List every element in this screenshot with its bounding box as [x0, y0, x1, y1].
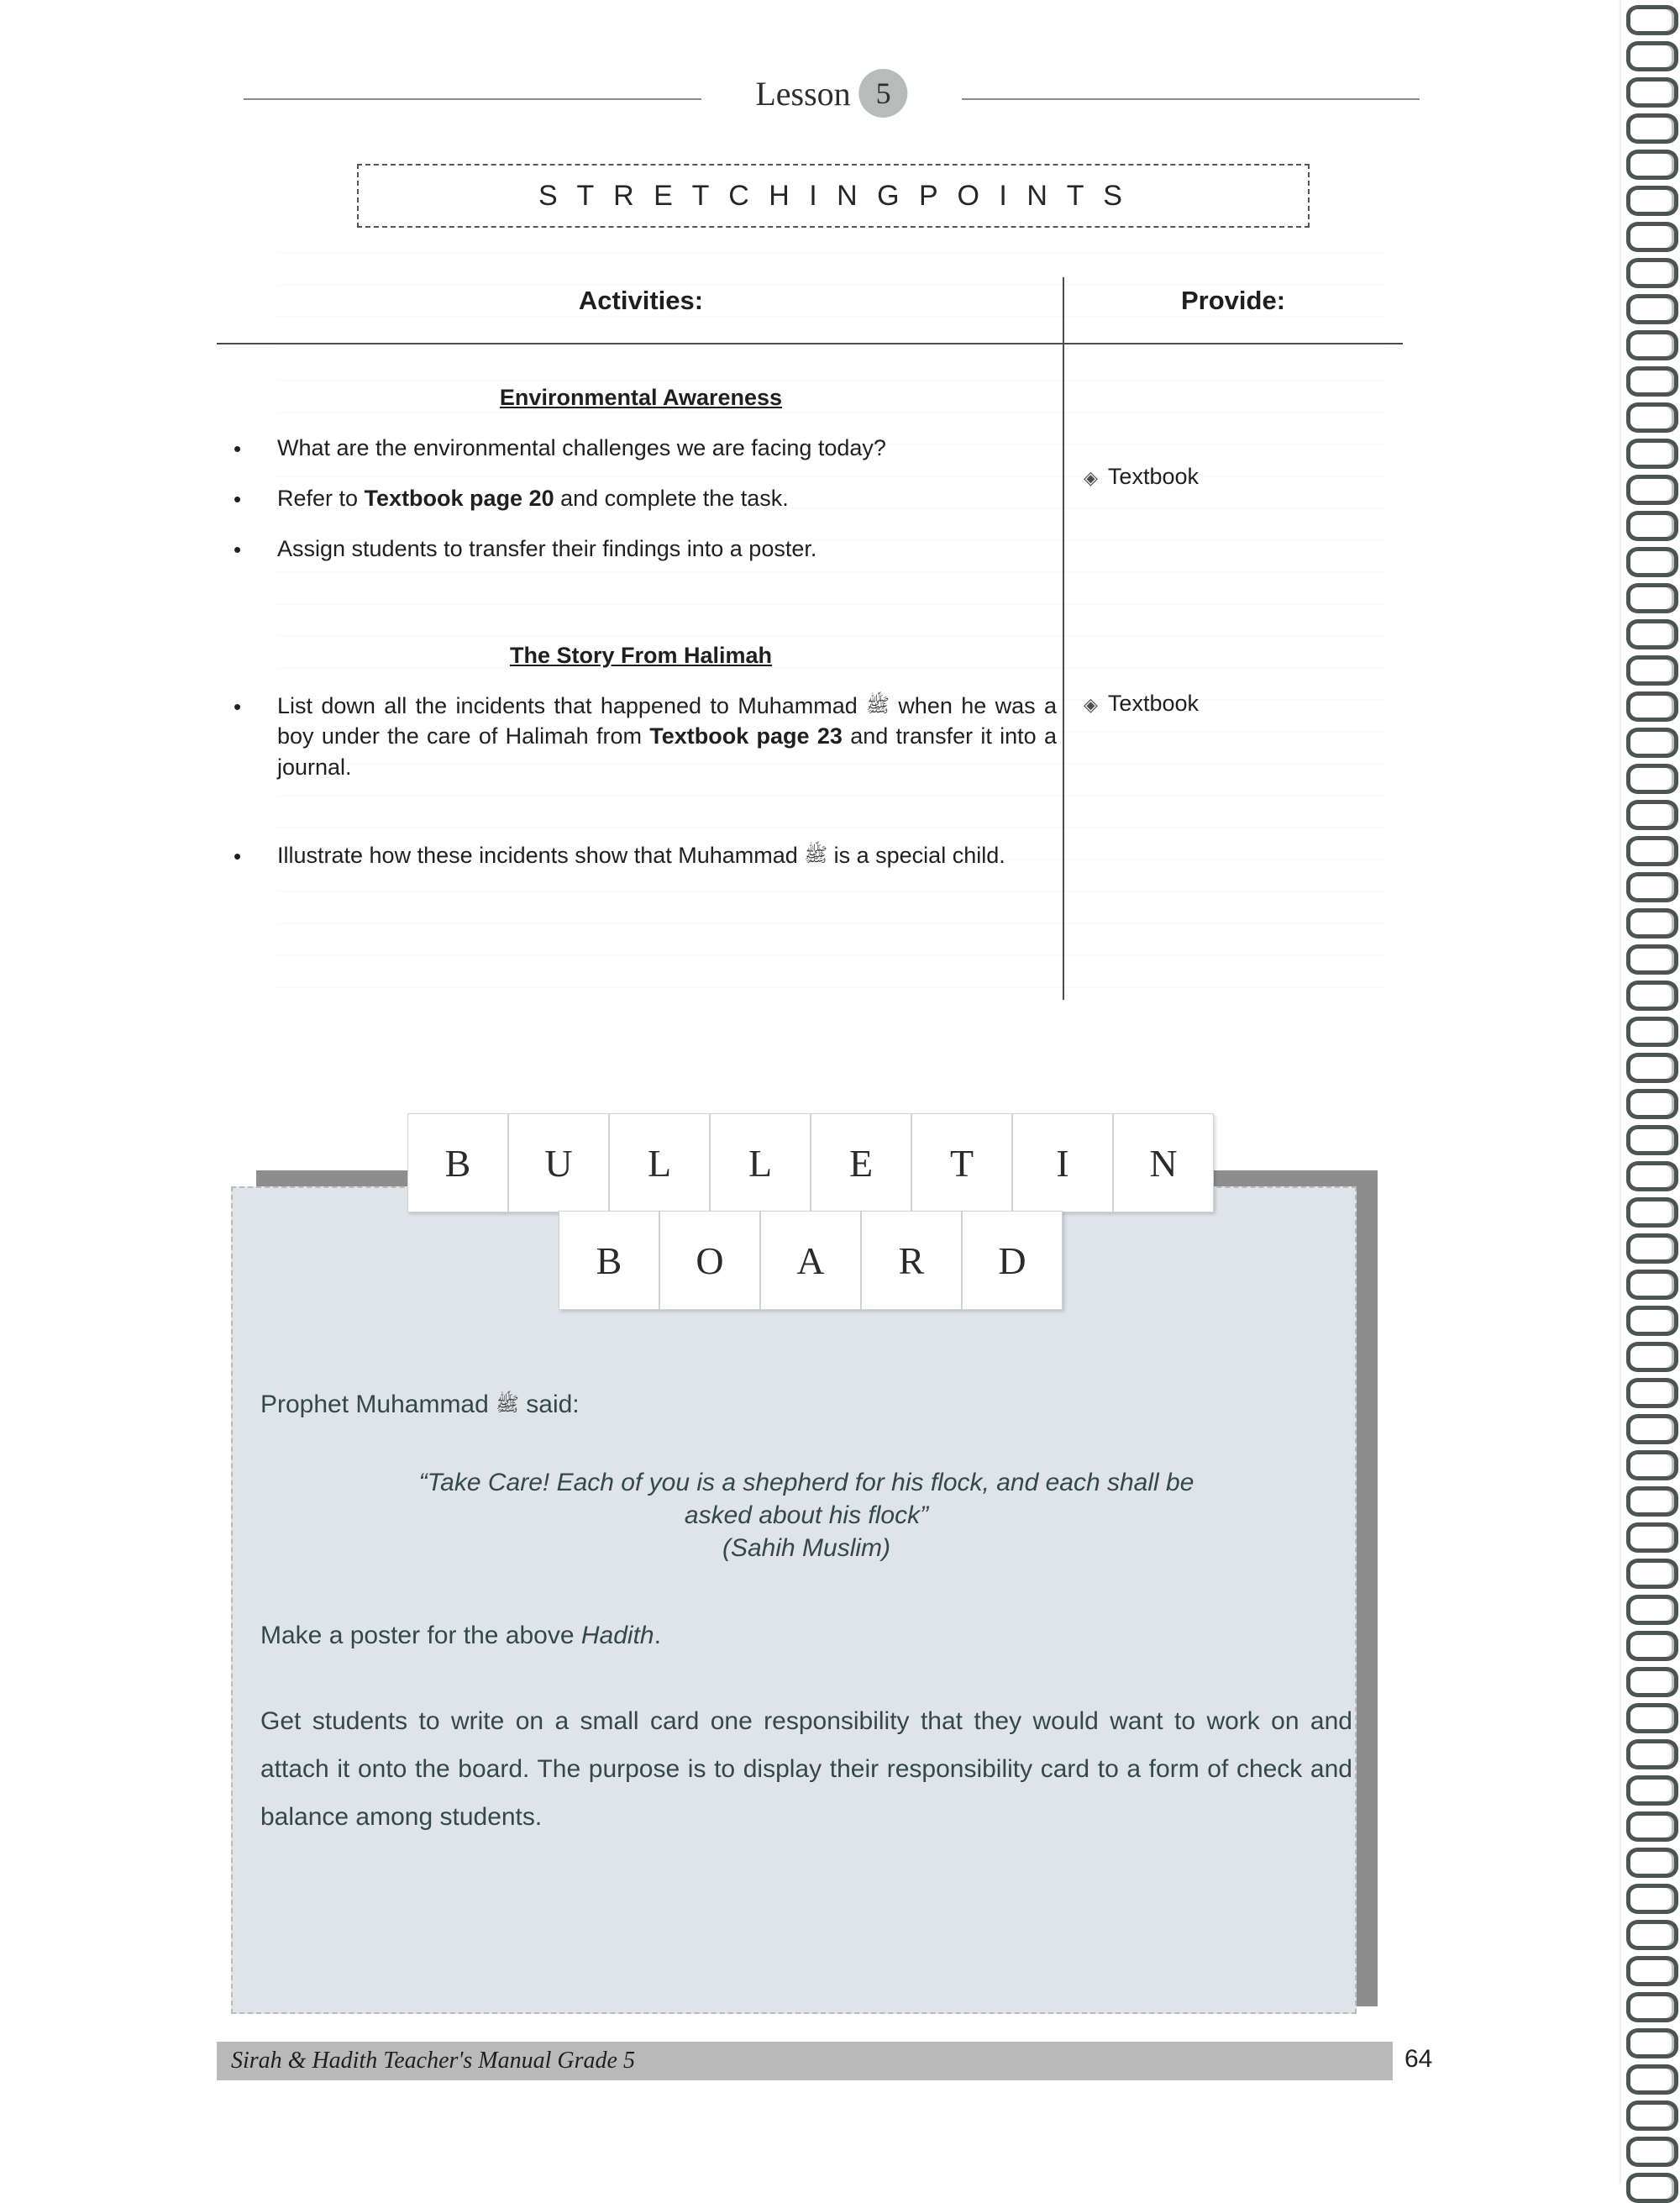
list-item	[217, 483, 1057, 513]
header-rule-left	[244, 98, 701, 100]
spiral-ring	[1626, 1631, 1678, 1661]
spiral-ring	[1626, 836, 1678, 866]
spiral-ring	[1626, 2173, 1678, 2203]
spiral-ring	[1626, 1920, 1678, 1950]
hadith-emphasis: Hadith	[580, 1622, 654, 1649]
lesson-label: Lesson	[755, 74, 851, 113]
spiral-ring	[1626, 1089, 1678, 1119]
stretching-points-banner	[357, 164, 1310, 228]
spiral-ring	[1626, 1197, 1678, 1228]
lesson-number-badge: 5	[859, 69, 908, 118]
spiral-ring	[1626, 1522, 1678, 1553]
spiral-ring	[1626, 908, 1678, 939]
spiral-ring	[1626, 2064, 1678, 2095]
bullet-icon: •	[234, 436, 242, 461]
spiral-ring	[1626, 1125, 1678, 1155]
list-item-text: What are the environmental challenges we are facing today?	[277, 435, 886, 460]
spiral-ring	[1626, 547, 1678, 577]
spiral-ring	[1626, 1884, 1678, 1914]
footer-title: Sirah & Hadith Teacher's Manual Grade 5	[231, 2048, 635, 2074]
stretching-points-title: S T R E T C H I N G P O I N T S	[538, 179, 1128, 212]
tile-letter: O	[659, 1211, 760, 1310]
spiral-ring	[1626, 402, 1678, 433]
spiral-ring	[1626, 150, 1678, 180]
quote-line-2: asked about his flock”	[684, 1501, 929, 1529]
bulletin-intro-text: Prophet Muhammad ﷺ said:	[260, 1391, 1352, 1422]
pbuh-glyph: ﷺ	[496, 1393, 519, 1415]
spiral-ring	[1626, 944, 1678, 975]
list-item-text: Assign students to transfer their findings into a poster.	[277, 536, 817, 561]
list-item	[217, 534, 1057, 564]
spiral-ring	[1626, 1306, 1678, 1336]
list-item	[217, 433, 1057, 463]
spiral-ring	[1626, 1414, 1678, 1444]
header-rule-right	[962, 98, 1420, 100]
spiral-ring	[1626, 1450, 1678, 1480]
spiral-ring	[1626, 2028, 1678, 2058]
spiral-ring	[1626, 764, 1678, 794]
instruction-2-text: Get students to write on a small card one responsibility that they would want to work on and attach it onto the board. The purpose is to display their responsibility card to a form of check and balance among students.	[260, 1707, 1352, 1831]
activities-table-header	[217, 286, 1401, 344]
spiral-ring	[1626, 1233, 1678, 1264]
tile-letter: R	[861, 1211, 962, 1310]
section-title-environmental-awareness: Environmental Awareness	[499, 385, 783, 410]
bullet-icon: •	[234, 694, 242, 719]
column-header-activities: Activities:	[578, 286, 704, 315]
bulletin-instruction-1	[260, 1622, 1352, 1650]
spiral-ring	[1626, 728, 1678, 758]
spiral-ring	[1626, 1775, 1678, 1806]
spiral-ring	[1626, 1017, 1678, 1047]
spiral-ring	[1626, 2137, 1678, 2167]
tile-letter: T	[911, 1113, 1012, 1212]
spiral-ring	[1626, 1270, 1678, 1300]
list-item-text: Illustrate how these incidents show that Muhammad ﷺ is a special child.	[277, 843, 1005, 868]
tile-letter: L	[710, 1113, 811, 1212]
quote-line-1: “Take Care! Each of you is a shepherd for his flock, and each shall be	[418, 1469, 1194, 1496]
provide-item-label: Textbook	[1107, 691, 1199, 716]
spiral-ring	[1626, 1486, 1678, 1517]
pbuh-glyph: ﷺ	[804, 844, 828, 865]
spiral-ring	[1626, 1161, 1678, 1191]
spiral-ring	[1626, 1992, 1678, 2022]
tile-letter: I	[1012, 1113, 1113, 1212]
list-item	[217, 840, 1057, 870]
spiral-ring	[1626, 1667, 1678, 1697]
column-header-provide: Provide:	[1180, 286, 1286, 315]
quote-source: (Sahih Muslim)	[722, 1534, 891, 1562]
provide-item-textbook-1	[1084, 464, 1199, 490]
instruction-1-text: Make a poster for the above Hadith.	[260, 1622, 661, 1649]
spiral-ring	[1626, 1342, 1678, 1372]
pbuh-glyph: ﷺ	[866, 694, 890, 716]
spiral-ring	[1626, 800, 1678, 830]
spiral-ring	[1626, 330, 1678, 360]
tile-letter: B	[559, 1211, 659, 1310]
spiral-ring	[1626, 619, 1678, 649]
spiral-ring	[1626, 872, 1678, 902]
list-item	[217, 691, 1057, 782]
bullet-icon: •	[234, 486, 242, 512]
spiral-ring	[1626, 655, 1678, 686]
spiral-ring	[1626, 439, 1678, 469]
lesson-title	[755, 69, 907, 118]
spiral-ring	[1626, 294, 1678, 324]
lesson-header	[244, 69, 1420, 128]
tile-letter: N	[1113, 1113, 1214, 1212]
spiral-binding	[1621, 0, 1680, 2184]
spiral-ring	[1626, 1956, 1678, 1986]
spiral-ring	[1626, 1559, 1678, 1589]
list-item-text: Refer to Textbook page 20 and complete the task.	[277, 486, 789, 511]
bullet-icon: •	[234, 537, 242, 562]
spiral-ring	[1626, 186, 1678, 216]
spiral-ring	[1626, 41, 1678, 71]
tile-letter: E	[811, 1113, 911, 1212]
spiral-ring	[1626, 77, 1678, 108]
tile-letter: A	[760, 1211, 861, 1310]
bulletin-board	[231, 1186, 1357, 2014]
list-item-text: List down all the incidents that happened to Muhammad ﷺ when he was a boy under the care of Halimah from Textbook page 23 and transfer it into a journal.	[277, 693, 1058, 780]
spiral-ring	[1626, 1739, 1678, 1769]
spiral-ring	[1626, 222, 1678, 252]
bleed-through-top	[277, 252, 1386, 1008]
spiral-ring	[1626, 2100, 1678, 2131]
spiral-ring	[1626, 1595, 1678, 1625]
bulletin-instruction-2	[260, 1697, 1352, 1841]
provide-item-label: Textbook	[1107, 464, 1199, 489]
spiral-ring	[1626, 366, 1678, 397]
provide-item-textbook-2	[1084, 691, 1199, 717]
tile-letter: D	[962, 1211, 1063, 1310]
spiral-ring	[1626, 5, 1678, 35]
spiral-ring	[1626, 511, 1678, 541]
spiral-ring	[1626, 1811, 1678, 1842]
spiral-ring	[1626, 475, 1678, 505]
spiral-ring	[1626, 691, 1678, 722]
diamond-icon: ◈	[1084, 467, 1098, 488]
bulletin-intro	[260, 1391, 1352, 1422]
page-number: 64	[1404, 2045, 1433, 2073]
spiral-ring	[1626, 1848, 1678, 1878]
bullet-icon: •	[234, 844, 242, 869]
spiral-ring	[1626, 113, 1678, 144]
diamond-icon: ◈	[1084, 694, 1098, 715]
spiral-ring	[1626, 583, 1678, 613]
tile-letter: U	[508, 1113, 609, 1212]
spiral-ring	[1626, 981, 1678, 1011]
spiral-ring	[1626, 1053, 1678, 1083]
table-header-rule	[217, 343, 1403, 344]
spiral-ring	[1626, 258, 1678, 288]
spiral-ring	[1626, 1703, 1678, 1733]
tile-letter: B	[407, 1113, 508, 1212]
tile-letter: L	[609, 1113, 710, 1212]
bulletin-quote	[260, 1466, 1352, 1564]
spiral-ring	[1626, 1378, 1678, 1408]
section-title-story-from-halimah: The Story From Halimah	[509, 643, 773, 668]
